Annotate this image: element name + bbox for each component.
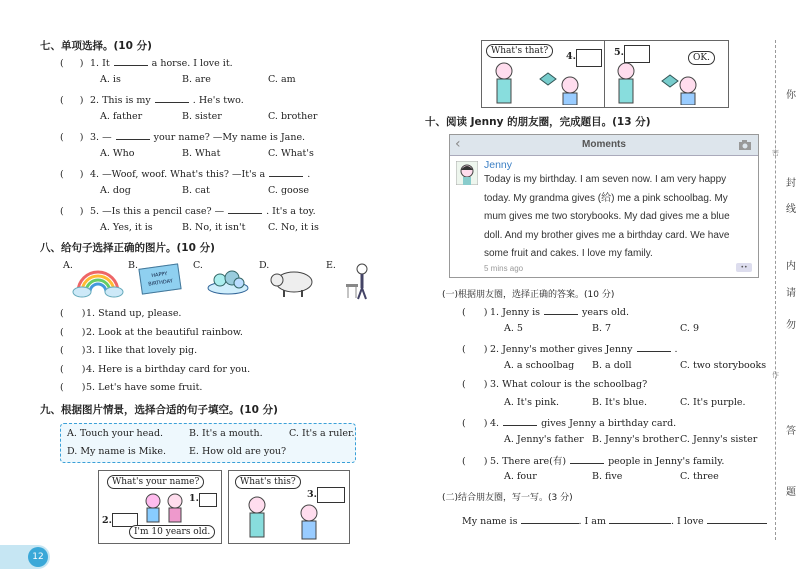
question-row [60,204,316,217]
paren-open: ( [60,95,64,106]
question-stem: This is my [102,95,151,106]
answer-paren[interactable] [462,344,490,355]
question-stem: — [102,132,112,143]
question-number: 5. [90,206,100,217]
question-stem-end: a horse. I love it. [151,58,233,69]
option-b[interactable]: B. What [182,148,221,159]
option-a[interactable]: A. Yes, it is [100,222,153,233]
paren-open: ( [60,169,64,180]
question-number: 5. [490,456,500,467]
option-a[interactable]: A. four [504,471,537,482]
comic-2-kids-illustration [239,493,339,541]
comic-2-question-bubble: What's this? [235,475,301,489]
comic-1-number-2: 2. [102,515,112,526]
question-row [462,342,678,355]
post-line: mum gives me two storybooks. My dad gives me a blue [484,211,730,222]
post-line: Today is my birthday. I am seven now. I am very happy [484,174,727,185]
answer-paren[interactable] [60,364,86,375]
comic-3-number-4: 4. [566,51,576,62]
option-c[interactable]: C. goose [268,185,309,196]
section-9-title: 九、根据图片情景，选择合适的句子填空。(10 分) [40,404,278,416]
answer-paren[interactable] [462,456,490,467]
answer-paren[interactable] [60,327,86,338]
seal-char: 你 [786,90,796,101]
back-chevron-icon[interactable]: ‹ [455,136,461,152]
paren-open: ( [60,58,64,69]
sentence-text: 5. Let's have some fruit. [86,382,203,393]
write-line-name[interactable] [521,513,579,524]
answer-blank[interactable] [116,130,150,140]
seal-char: 封 [786,178,796,189]
option-c[interactable]: C. brother [268,111,318,122]
answer-paren[interactable] [462,418,490,429]
question-number: 1. [490,307,500,318]
paren-open: ( [462,418,466,429]
option-a: A. Touch your head. [67,428,164,439]
question-row [462,416,676,429]
option-a[interactable]: A. dog [100,185,131,196]
sentence-text: 3. I like that lovely pig. [86,345,198,356]
option-b[interactable]: B. It's blue. [592,397,647,408]
write-prefix-age: . I am [578,516,606,527]
seal-char: 答 [786,426,796,437]
answer-paren[interactable] [60,169,90,180]
option-b[interactable]: B. No, it isn't [182,222,246,233]
option-a[interactable]: A. 5 [504,323,523,334]
answer-blank[interactable] [503,416,537,426]
question-row [60,167,310,180]
picture-letter-c: C. [193,260,203,271]
answer-blank[interactable] [269,167,303,177]
comic-3-divider [604,41,605,107]
paren-close: ) [79,169,84,180]
question-stem-end: . He's two. [192,95,244,106]
birthday-card-picture: HAPPY BIRTHDAY [138,263,181,294]
paren-close: ) [81,308,86,319]
paren-close: ) [483,344,488,355]
answer-blank[interactable] [637,342,671,352]
option-c[interactable]: C. It's purple. [680,397,746,408]
seal-char: 请 [786,288,796,299]
paren-open: ( [60,364,64,375]
write-line-age[interactable] [609,513,671,524]
question-number: 3. [490,379,500,390]
option-c[interactable]: C. two storybooks [680,360,767,371]
paren-close: ) [81,327,86,338]
paren-open: ( [462,456,466,467]
comic-1-answer-bubble: I'm 10 years old. [129,525,215,539]
question-number: 4. [490,418,500,429]
option-a[interactable]: A. Jenny's father [504,434,584,445]
seal-line [775,40,776,540]
option-a[interactable]: A. a schoolbag [504,360,575,371]
moments-card [449,134,759,278]
jenny-avatar [456,161,478,185]
sentence-row [60,327,243,338]
question-stem-end: people in Jenny's family. [608,456,725,467]
option-c[interactable]: C. am [268,74,296,85]
paren-close: ) [483,418,488,429]
question-stem: —Woof, woof. What's this? —It's a [102,169,266,180]
question-stem: What colour is the schoolbag? [502,379,648,390]
option-d: D. My name is Mike. [67,446,166,457]
option-c[interactable]: C. three [680,471,719,482]
sentence-text: 1. Stand up, please. [86,308,182,319]
comic-panel-1 [98,470,222,544]
option-b: B. It's a mouth. [189,428,263,439]
option-c[interactable]: C. 9 [680,323,700,334]
answer-blank[interactable] [544,305,578,315]
question-number: 1. [90,58,100,69]
question-row [462,453,724,467]
question-row [60,93,244,106]
stand-up-picture [344,262,374,300]
paren-close: ) [81,382,86,393]
post-line: doll. And my brother gives me a birthday card. We have [484,229,730,241]
part-1-title: (一)根据朋友圈，选择正确的答案。(10 分) [442,290,615,300]
section-7-title: 七、单项选择。(10 分) [40,40,152,52]
question-stem-end: . It's a toy. [266,206,316,217]
camera-icon[interactable] [738,139,752,151]
paren-close: ) [81,364,86,375]
question-stem: Jenny is [502,307,541,318]
comic-3-left-illustration [490,61,600,105]
question-number: 3. [90,132,100,143]
post-time: 5 mins ago [484,264,524,273]
write-sentence [462,513,767,527]
sentence-row [60,364,250,375]
comic-1-question-bubble: What's your name? [107,475,204,489]
answer-paren[interactable] [462,307,490,318]
seal-char: 勿 [786,320,796,331]
answer-blank[interactable] [114,56,148,66]
post-line: some fruit and cakes. I love my family. [484,248,653,259]
paren-open: ( [60,345,64,356]
question-stem-end: your name? —My name is Jane. [153,132,306,143]
comic-panel-3 [481,40,729,108]
picture-letter-a: A. [63,260,73,271]
question-stem: It [102,58,110,69]
question-stem-end: . [674,344,678,355]
seal-char: 密 [772,149,779,157]
fruit-picture [206,264,250,296]
answer-paren[interactable] [462,379,490,390]
part-2-title: (二)结合朋友圈，写一写。(3 分) [442,493,573,503]
question-number: 2. [90,95,100,106]
paren-close: ) [79,206,84,217]
option-b[interactable]: B. 7 [592,323,612,334]
option-a[interactable]: A. is [100,74,121,85]
option-c[interactable]: C. Jenny's sister [680,434,758,445]
sentence-text: 2. Look at the beautiful rainbow. [86,327,243,338]
moments-title: Moments [582,139,626,150]
seal-char: 作 [772,371,779,379]
sentence-options-box [60,423,356,463]
paren-open: ( [60,206,64,217]
option-a[interactable]: A. It's pink. [504,397,559,408]
question-row [60,56,233,69]
paren-open: ( [60,308,64,319]
option-b[interactable]: B. a doll [592,360,632,371]
option-b[interactable]: B. cat [182,185,210,196]
comic-panel-2 [228,470,350,544]
answer-box-1[interactable] [199,493,217,507]
paren-close: ) [483,379,488,390]
question-row [462,379,647,390]
question-stem-end: years old. [582,307,629,318]
comic-1-kids-illustration [139,491,189,525]
question-number: 2. [490,344,500,355]
option-a[interactable]: A. Who [100,148,135,159]
option-a[interactable]: A. father [100,111,143,122]
paren-open: ( [60,132,64,143]
paren-close: ) [79,95,84,106]
paren-close: ) [79,58,84,69]
answer-paren[interactable] [60,206,90,217]
question-row [462,305,629,318]
option-e: E. How old are you? [189,446,287,457]
picture-letter-e: E. [326,260,336,271]
question-stem: —Is this a pencil case? — [102,206,225,217]
option-c[interactable]: C. No, it is [268,222,319,233]
question-number: 4. [90,169,100,180]
picture-letter-b: B. [128,260,139,271]
comic-3-ok-bubble: OK. [688,51,715,65]
question-stem-end: gives Jenny a birthday card. [541,418,677,429]
sentence-row [60,345,197,356]
option-b[interactable]: B. five [592,471,623,482]
paren-close: ) [81,345,86,356]
comic-2-number-3: 3. [307,489,317,500]
sentence-text: 4. Here is a birthday card for you. [86,364,251,375]
post-line: today. My grandma gives (给) me a pink schoolbag. My [484,192,728,204]
section-10-title: 十、阅读 Jenny 的朋友圈，完成题目。(13 分) [425,116,651,128]
answer-blank[interactable] [228,204,262,214]
answer-paren[interactable] [60,308,86,319]
write-prefix-love: . I love [671,516,704,527]
seal-char: 内 [786,261,796,272]
paren-close: ) [483,456,488,467]
option-b[interactable]: B. are [182,74,211,85]
answer-paren[interactable] [60,58,90,69]
paren-open: ( [462,307,466,318]
paren-open: ( [462,344,466,355]
moments-header [450,135,758,156]
option-b[interactable]: B. sister [182,111,222,122]
seal-char: 题 [786,487,796,498]
seal-char: 线 [786,204,796,215]
paren-close: ) [79,132,84,143]
answer-paren[interactable] [60,132,90,143]
pig-picture [268,266,318,298]
comic-3-question-bubble: What's that? [486,44,553,58]
option-b[interactable]: B. Jenny's brother [592,434,680,445]
sentence-row [60,308,181,319]
answer-blank[interactable] [155,93,189,103]
moments-post-text [484,171,730,264]
question-stem-end: . [307,169,311,180]
comic-1-number-1: 1. [189,493,199,504]
paren-open: ( [462,379,466,390]
option-c[interactable]: C. What's [268,148,314,159]
picture-letter-d: D. [259,260,270,271]
paren-open: ( [60,327,64,338]
option-c: C. It's a ruler. [289,428,355,439]
question-stem: There are(有) [502,456,567,467]
question-row [60,130,305,143]
paren-open: ( [60,382,64,393]
section-8-title: 八、给句子选择正确的图片。(10 分) [40,242,215,254]
answer-paren[interactable] [60,382,86,393]
poster-name[interactable]: Jenny [484,159,513,171]
answer-blank[interactable] [570,454,604,464]
answer-paren[interactable] [60,95,90,106]
write-line-love[interactable] [707,513,767,524]
rainbow-picture [72,262,124,298]
comic-3-right-illustration [612,61,722,105]
write-prefix-name: My name is [462,516,518,527]
paren-close: ) [483,307,488,318]
more-options-icon[interactable]: •• [736,263,752,272]
sentence-row [60,382,202,393]
question-stem: Jenny's mother gives Jenny [502,344,633,355]
comic-3-number-5: 5. [614,47,624,58]
page-number: 12 [28,547,48,567]
answer-paren[interactable] [60,345,86,356]
